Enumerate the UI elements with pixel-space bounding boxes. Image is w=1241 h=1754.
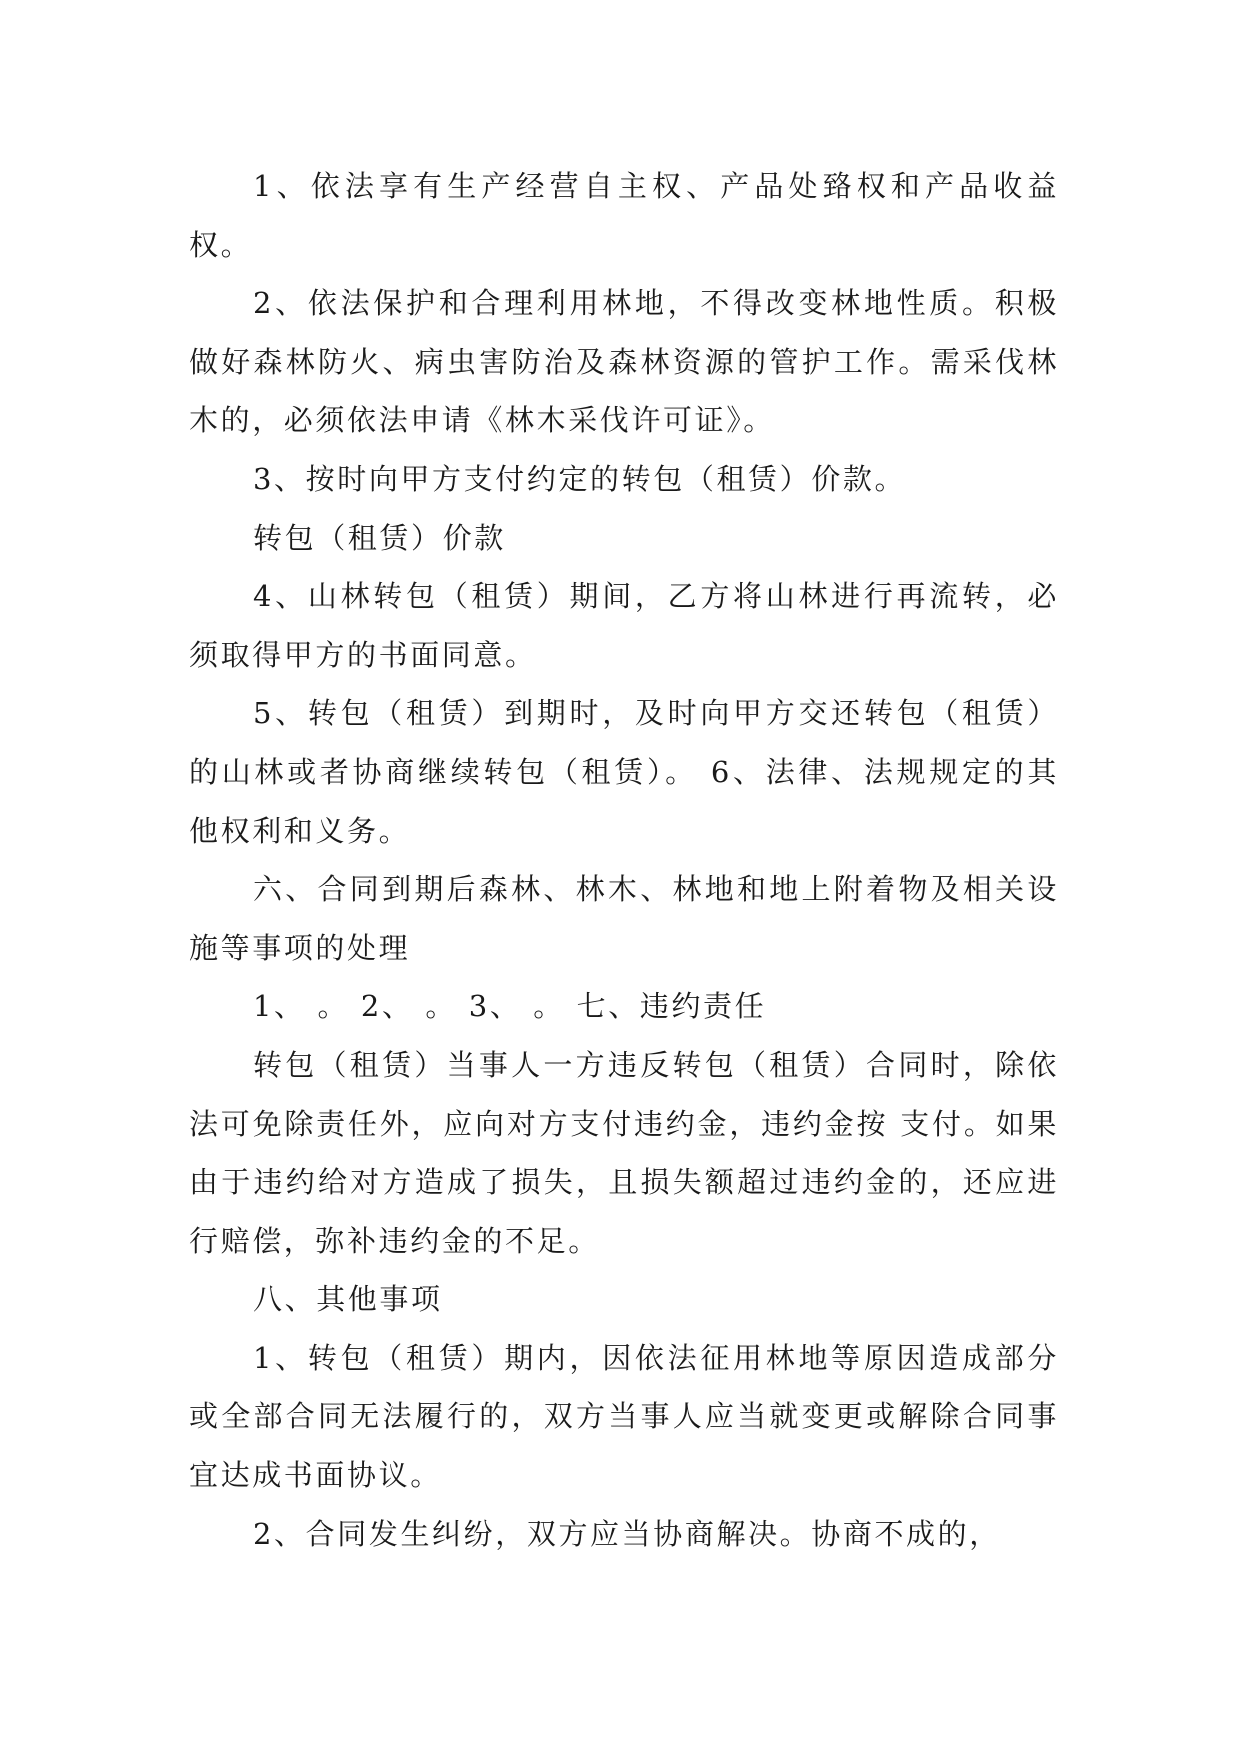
paragraph-rights-2: 2、依法保护和合理利用林地，不得改变林地性质。积极做好森林防火、病虫害防治及森林资源的管护工作。需采伐林木的，必须依法申请《林木采伐许可证》。 xyxy=(189,286,1059,438)
section-heading-6: 六、合同到期后森林、林木、林地和地上附着物及相关设施等事项的处理 xyxy=(189,872,1059,965)
paragraph-rights-5-6: 5、转包（租赁）到期时，及时向甲方交还转包（租赁）的山林或者协商继续转包（租赁）。 6、法律、法规规定的其他权利和义务。 xyxy=(189,696,1059,848)
paragraph-rights-4: 4、山林转包（租赁）期间，乙方将山林进行再流转，必须取得甲方的书面同意。 xyxy=(189,579,1059,672)
paragraph-other-2: 2、合同发生纠纷，双方应当协商解决。协商不成的， xyxy=(253,1516,1001,1551)
paragraph-items-and-section-7: 1、 。 2、 。 3、 。 七、违约责任 xyxy=(253,989,767,1024)
paragraph-rights-1: 1、依法享有生产经营自主权、产品处臵权和产品收益权。 xyxy=(189,169,1059,262)
paragraph-rights-3: 3、按时向甲方支付约定的转包（租赁）价款。 xyxy=(253,461,907,496)
paragraph-other-1: 1、转包（租赁）期内，因依法征用林地等原因造成部分或全部合同无法履行的，双方当事人应当就变更或解除合同事宜达成书面协议。 xyxy=(189,1340,1059,1493)
document-page xyxy=(189,157,1059,1563)
paragraph-price-label: 转包（租赁）价款 xyxy=(253,520,506,555)
paragraph-breach-liability: 转包（租赁）当事人一方违反转包（租赁）合同时，除依法可免除责任外，应向对方支付违约金，违约金按 支付。如果由于违约给对方造成了损失，且损失额超过违约金的，还应进行赔偿，弥补违约金的不足。 xyxy=(189,1047,1059,1258)
section-heading-8: 八、其他事项 xyxy=(253,1282,443,1317)
